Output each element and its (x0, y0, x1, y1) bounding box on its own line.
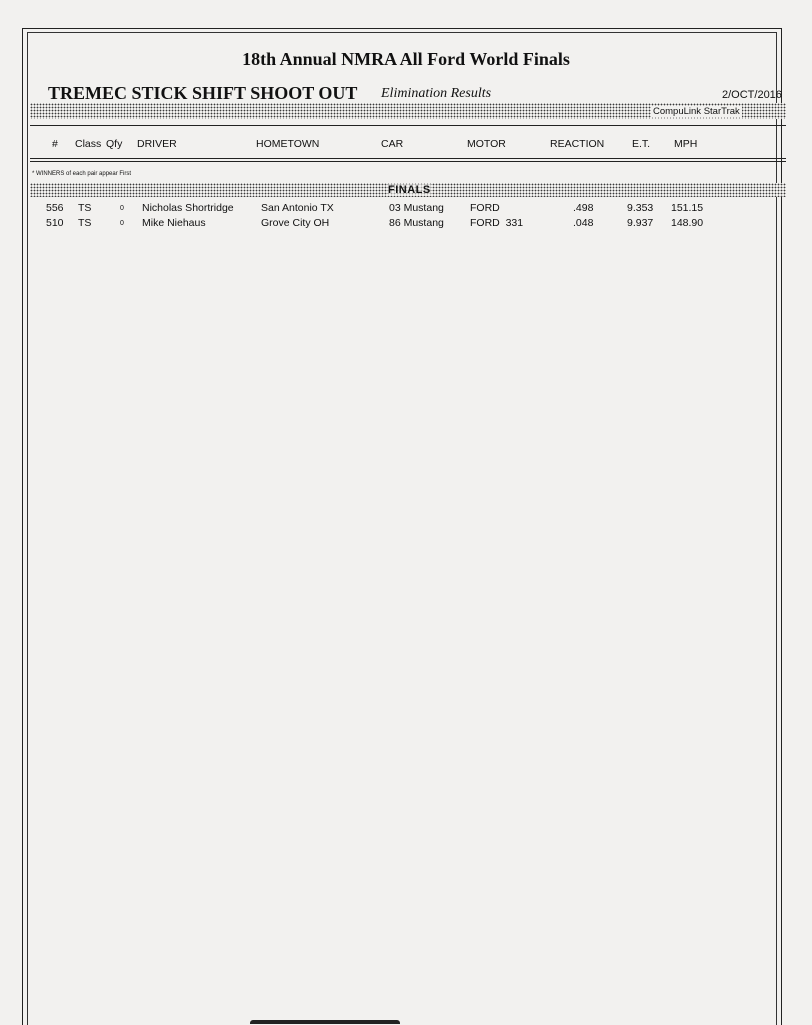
cell-number: 556 (46, 202, 64, 214)
table-row (0, 217, 812, 231)
round-label: FINALS (388, 184, 431, 196)
col-hometown: HOMETOWN (256, 138, 320, 150)
cell-class: TS (78, 202, 92, 214)
page-bottom-mark (250, 1020, 400, 1024)
header-rule-bottom-1 (30, 158, 786, 159)
col-mph: MPH (674, 138, 698, 150)
col-car: CAR (381, 138, 404, 150)
header-rule-top (30, 125, 786, 126)
col-qfy: Qfy (106, 138, 123, 150)
results-subtitle: Elimination Results (381, 86, 492, 101)
cell-mph: 151.15 (671, 202, 704, 214)
cell-et: 9.937 (627, 217, 654, 229)
cell-number: 510 (46, 217, 64, 229)
timing-system-label: CompuLink StarTrak (653, 106, 740, 117)
cell-driver: Mike Niehaus (142, 217, 206, 229)
cell-mph: 148.90 (671, 217, 704, 229)
page-border-inner (27, 32, 777, 1025)
cell-hometown: Grove City OH (261, 217, 330, 229)
cell-hometown: San Antonio TX (261, 202, 334, 214)
column-header-row (0, 138, 812, 152)
cell-car: 03 Mustang (389, 202, 444, 214)
cell-motor: FORD 331 (470, 217, 524, 229)
cell-car: 86 Mustang (389, 217, 444, 229)
cell-driver: Nicholas Shortridge (142, 202, 234, 214)
winners-note: * WINNERS of each pair appear First (32, 171, 132, 177)
cell-reaction: .498 (573, 202, 594, 214)
cell-qfy: 0 (120, 205, 124, 212)
event-title: 18th Annual NMRA All Ford World Finals (242, 49, 570, 69)
col-driver: DRIVER (137, 138, 177, 150)
cell-motor: FORD (470, 202, 500, 214)
col-motor: MOTOR (467, 138, 506, 150)
header-rule-bottom-2 (30, 161, 786, 162)
col-class: Class (75, 138, 102, 150)
col-et: E.T. (632, 138, 651, 150)
results-date: 2/OCT/2016 (722, 89, 782, 101)
col-reaction: REACTION (550, 138, 605, 150)
table-row (0, 202, 812, 216)
cell-reaction: .048 (573, 217, 594, 229)
cell-et: 9.353 (627, 202, 654, 214)
cell-class: TS (78, 217, 92, 229)
class-title: TREMEC STICK SHIFT SHOOT OUT (48, 83, 358, 103)
cell-qfy: 0 (120, 220, 124, 227)
col-number: # (52, 138, 58, 150)
